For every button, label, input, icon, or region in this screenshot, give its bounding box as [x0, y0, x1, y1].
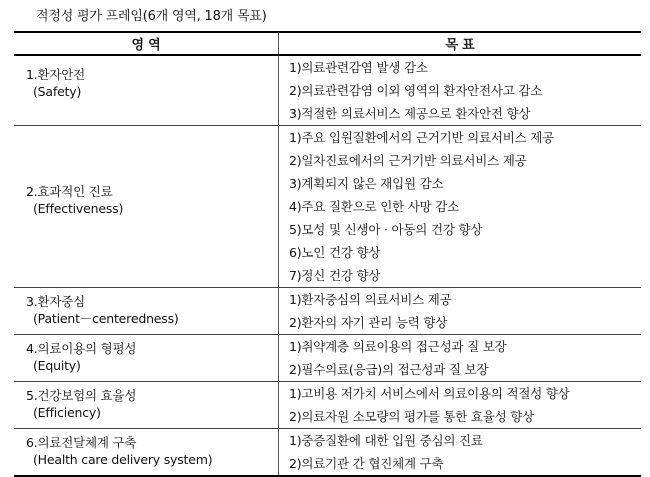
- goal-item: 2)환자의 자기 관리 능력 향상: [289, 315, 448, 330]
- goal-item: 4)주요 질환으로 인한 사망 감소: [289, 199, 460, 214]
- section-row-delivery-system: [14, 429, 641, 477]
- area-cell: [14, 382, 279, 429]
- table-header-row: [14, 32, 641, 55]
- area-english-name: (Patient－centeredness): [33, 311, 179, 326]
- goal-item: 3)적절한 의료서비스 제공으로 환자안전 향상: [289, 106, 531, 121]
- goals-cell: [279, 429, 642, 477]
- goal-item: 2)일차진료에서의 근거기반 의료서비스 제공: [289, 153, 527, 168]
- goals-cell: [279, 335, 642, 382]
- goal-item: 2)의료관련감염 이외 영역의 환자안전사고 감소: [289, 83, 543, 98]
- section-row-effectiveness: [14, 126, 641, 288]
- area-cell: [14, 288, 279, 335]
- section-row-efficiency: [14, 382, 641, 429]
- area-cell: [14, 429, 279, 477]
- area-cell: [14, 55, 279, 126]
- goal-item: 2)필수의료(응급)의 접근성과 질 보장: [289, 362, 489, 377]
- goals-cell: [279, 382, 642, 429]
- goals-cell: [279, 288, 642, 335]
- goal-item: 2)의료자원 소모량의 평가를 통한 효율성 향상: [289, 409, 535, 424]
- goal-item: 1)의료관련감염 발생 감소: [289, 60, 428, 75]
- goal-item: 1)고비용 저가치 서비스에서 의료이용의 적절성 향상: [289, 386, 570, 401]
- section-row-equity: [14, 335, 641, 382]
- area-english-name: (Health care delivery system): [33, 452, 213, 467]
- table-caption: 적정성 평가 프레임(6개 영역, 18개 목표): [36, 9, 267, 24]
- area-name: 5.건강보험의 효율성: [26, 388, 137, 403]
- area-name: 1.환자안전: [26, 67, 86, 82]
- goals-cell: [279, 55, 642, 126]
- goal-item: 2)의료기관 간 협진체계 구축: [289, 456, 444, 471]
- area-name: 2.효과적인 진료: [26, 184, 113, 199]
- goal-item: 6)노인 건강 향상: [289, 245, 381, 260]
- section-row-patient-centeredness: [14, 288, 641, 335]
- area-cell: [14, 335, 279, 382]
- goal-item: 1)환자중심의 의료서비스 제공: [289, 292, 452, 307]
- area-english-name: (Effectiveness): [33, 201, 124, 216]
- area-english-name: (Safety): [33, 84, 82, 99]
- goals-cell: [279, 126, 642, 288]
- evaluation-frame-table: [14, 31, 641, 477]
- area-english-name: (Equity): [33, 358, 81, 373]
- goal-item: 1)주요 입원질환에서의 근거기반 의료서비스 제공: [289, 130, 555, 145]
- goal-item: 1)취약계층 의료이용의 접근성과 질 보장: [289, 339, 507, 354]
- area-name: 6.의료전달체계 구축: [26, 435, 137, 450]
- header-area: 영 역: [14, 32, 279, 55]
- goal-item: 5)모성 및 신생아 · 아동의 건강 향상: [289, 222, 483, 237]
- goal-item: 3)계획되지 않은 재입원 감소: [289, 176, 444, 191]
- section-row-safety: [14, 55, 641, 126]
- area-name: 4.의료이용의 형평성: [26, 341, 137, 356]
- goal-item: 1)중증질환에 대한 입원 중심의 진료: [289, 433, 483, 448]
- area-name: 3.환자중심: [26, 294, 86, 309]
- goal-item: 7)정신 건강 향상: [289, 268, 381, 283]
- area-cell: [14, 126, 279, 288]
- header-goals: 목 표: [279, 32, 642, 55]
- area-english-name: (Efficiency): [33, 405, 101, 420]
